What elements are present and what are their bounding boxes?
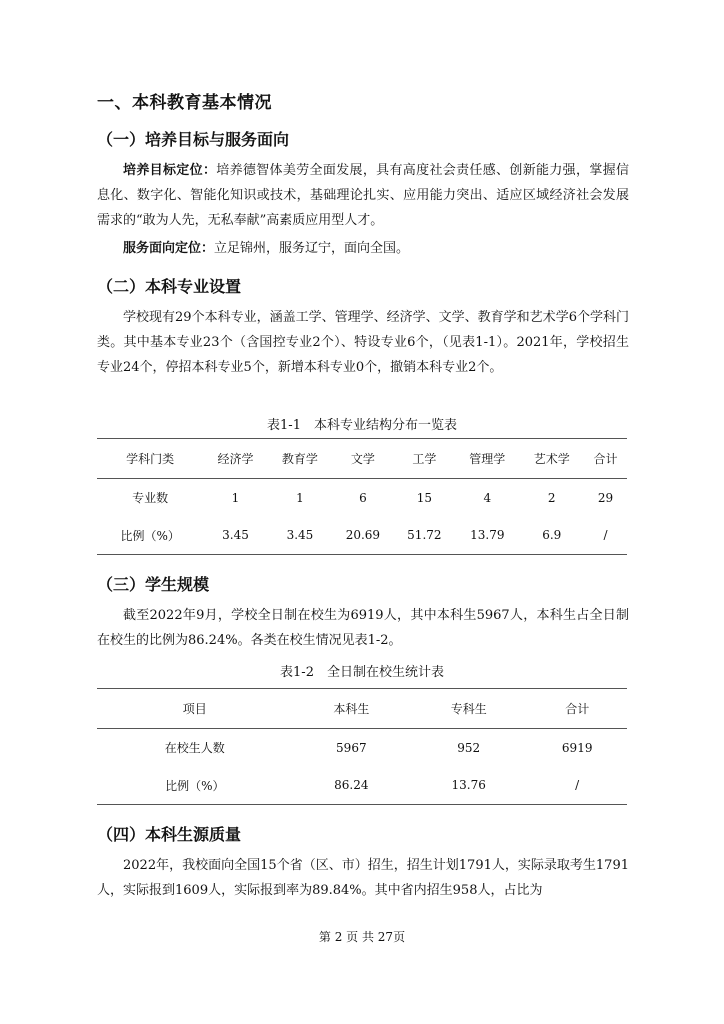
- table-cell: 3.45: [286, 528, 314, 543]
- table-cell: 6: [359, 490, 367, 505]
- service-lead: 服务面向定位：: [123, 241, 215, 256]
- paragraph-source-quality: 2022年，我校面向全国15个省（区、市）招生，招生计划1791人，实际录取考生1791人，实际报到1609人，实际报到率为89.84%。其中省内招生958人，占比为: [97, 858, 629, 898]
- goal-lead: 培养目标定位：: [123, 163, 217, 178]
- table-row: [97, 729, 627, 767]
- table-cell: 比例（%）: [120, 528, 180, 543]
- table-cell: 3.45: [222, 528, 249, 543]
- table-header-cell: 工学: [412, 452, 437, 466]
- section-title-students: （三）学生规模: [97, 575, 210, 594]
- page-footer: 第 2 页 共 27页: [318, 930, 406, 944]
- table-header-cell: 项目: [182, 702, 207, 716]
- table-student-stats: [97, 688, 627, 805]
- paragraph-students: 截至2022年9月，学校全日制在校生为6919人，其中本科生5967人，本科生占全日制在校生的比例为86.24%。各类在校生情况见表1-2。: [97, 608, 629, 648]
- table-cell: 6919: [561, 740, 593, 755]
- table-header-cell: 专科生: [450, 702, 487, 716]
- table-cell: 专业数: [132, 491, 169, 506]
- table2-caption: 表1-2 全日制在校生统计表: [280, 665, 444, 680]
- table-cell: 6.9: [542, 528, 562, 543]
- table-cell: 4: [483, 490, 492, 505]
- table-row: [97, 517, 627, 555]
- table1-caption: 表1-1 本科专业结构分布一览表: [267, 418, 457, 433]
- heading-basic-situation: 一、本科教育基本情况: [97, 93, 272, 113]
- section-title-source-quality: （四）本科生源质量: [97, 825, 242, 844]
- table-header-cell: 合计: [565, 702, 590, 716]
- table-cell: 51.72: [407, 528, 442, 543]
- table-cell: 86.24: [334, 778, 369, 793]
- paragraph-majors: 学校现有29个本科专业，涵盖工学、管理学、经济学、文学、教育学和艺术学6个学科门类。其中基本专业23个（含国控专业2个）、特设专业6个，（见表1-1）。2021年，学校招生专业24个，停招本科专业5个，新增本科专业0个，撤销本科专业2个。: [97, 310, 629, 375]
- section-title-goals: （一）培养目标与服务面向: [97, 130, 290, 149]
- table-cell: 1: [231, 490, 240, 505]
- table-cell: 952: [457, 740, 481, 755]
- table-cell: 20.69: [345, 528, 381, 543]
- table-cell: 在校生人数: [164, 741, 225, 756]
- table-cell: /: [603, 528, 608, 543]
- table-row: [97, 767, 627, 805]
- section-title-majors: （二）本科专业设置: [97, 277, 242, 296]
- table-header-cell: 艺术学: [533, 452, 570, 466]
- table-cell: 29: [597, 490, 614, 505]
- table-cell: 比例（%）: [165, 778, 225, 793]
- table-header-cell: 文学: [350, 452, 375, 466]
- table-row: [97, 479, 627, 517]
- table-header-row: [97, 689, 627, 729]
- table-header-row: [97, 439, 627, 479]
- table-cell: 5967: [336, 740, 367, 755]
- service-text: 立足锦州，服务辽宁，面向全国。: [214, 241, 410, 256]
- table-cell: 2: [547, 490, 556, 505]
- table-major-distribution: [97, 438, 627, 555]
- table-cell: 13.79: [470, 528, 505, 543]
- table-header-cell: 本科生: [333, 702, 370, 716]
- table-header-cell: 教育学: [281, 452, 318, 466]
- table-header-cell: 学科门类: [126, 452, 175, 466]
- goal-text: 培养德智体美劳全面发展，具有高度社会责任感、创新能力强，掌握信息化、数字化、智能化知识或技术，基础理论扎实、应用能力突出、适应区域经济社会发展需求的“敢为人先，无私奉献”高素质应用型人才。: [97, 163, 629, 228]
- table-header-cell: 经济学: [217, 452, 254, 466]
- paragraph-service: [97, 236, 629, 261]
- table-cell: /: [575, 778, 580, 793]
- table-cell: 13.76: [451, 778, 486, 793]
- table-header-cell: 合计: [593, 452, 618, 466]
- table-cell: 1: [296, 490, 304, 505]
- paragraph-goal: [97, 158, 629, 233]
- table-cell: 15: [416, 490, 432, 505]
- table-header-cell: 管理学: [469, 452, 506, 466]
